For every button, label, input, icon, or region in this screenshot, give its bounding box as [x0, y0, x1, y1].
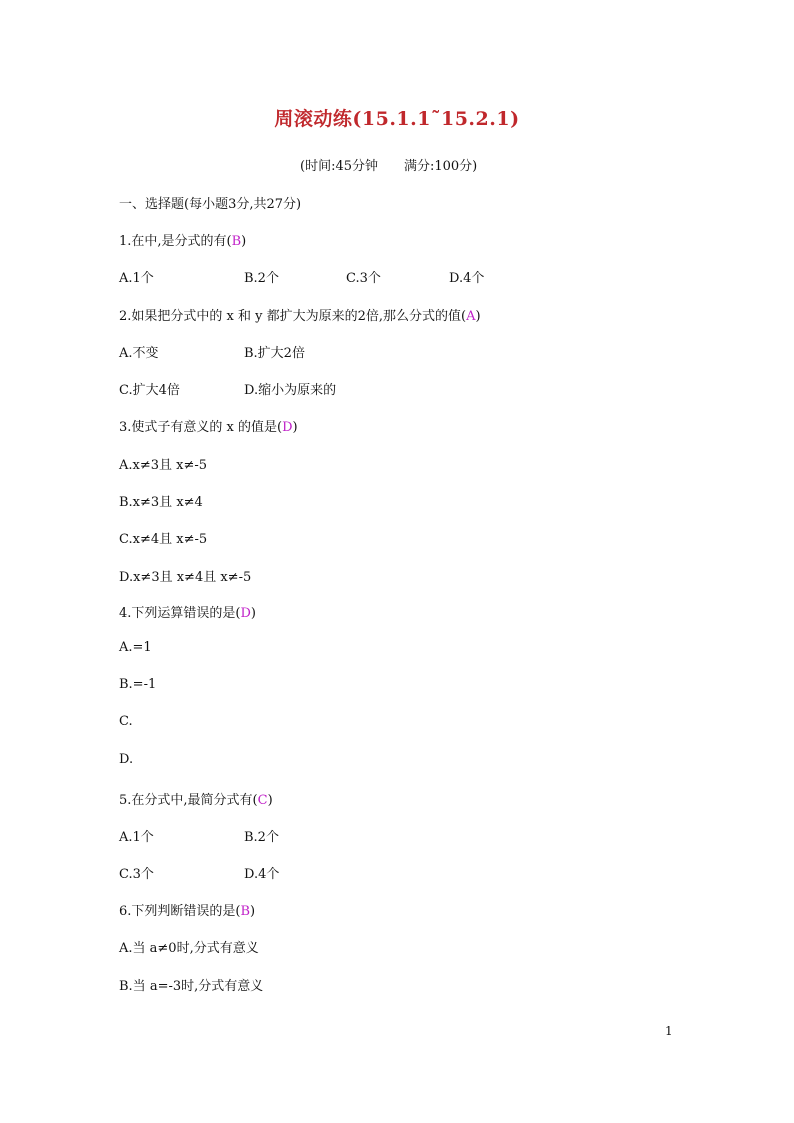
option-d: D.4个: [244, 867, 280, 882]
option-d: D.4个: [449, 271, 485, 286]
question-4: [119, 602, 256, 621]
option-d: D.缩小为原来的: [244, 383, 337, 398]
answer-letter: B: [231, 234, 242, 249]
page-title: 周滚动练(15.1.1˜15.2.1): [274, 108, 520, 130]
option-b: B.扩大2倍: [244, 346, 305, 361]
option-c: C.x≠4且 x≠-5: [119, 532, 208, 547]
option-d: D.: [119, 752, 134, 767]
question-stem: 1.在中,是分式的有(: [119, 234, 232, 249]
question-3: [119, 416, 298, 435]
answer-letter: D: [240, 606, 251, 621]
answer-letter: A: [466, 309, 476, 324]
option-c: C.3个: [119, 867, 154, 882]
question-1: [119, 230, 246, 249]
option-a: A.1个: [119, 271, 154, 286]
option-b: B.2个: [244, 830, 279, 845]
question-close: ): [241, 234, 247, 249]
question-stem: 6.下列判断错误的是(: [119, 904, 241, 919]
question-6: [119, 900, 255, 919]
answer-letter: C: [257, 793, 268, 808]
option-d: D.x≠3且 x≠4且 x≠-5: [119, 570, 252, 585]
question-2: [119, 305, 481, 324]
exam-info: (时间:45分钟 满分:100分): [300, 159, 478, 174]
option-b: B.2个: [244, 271, 279, 286]
option-a: A.当 a≠0时,分式有意义: [119, 941, 259, 956]
option-c: C.: [119, 714, 133, 729]
question-close: ): [250, 606, 256, 621]
option-a: A.1个: [119, 830, 154, 845]
question-stem: 4.下列运算错误的是(: [119, 606, 241, 621]
option-a: A.=1: [119, 640, 152, 655]
section-heading: 一、选择题(每小题3分,共27分): [119, 197, 302, 212]
question-close: ): [475, 309, 481, 324]
page-number: 1: [665, 1024, 673, 1038]
option-a: A.不变: [119, 346, 159, 361]
question-stem: 2.如果把分式中的 x 和 y 都扩大为原来的2倍,那么分式的值(: [119, 309, 467, 324]
option-c: C.扩大4倍: [119, 383, 180, 398]
question-5: [119, 789, 273, 808]
question-stem: 3.使式子有意义的 x 的值是(: [119, 420, 283, 435]
option-a: A.x≠3且 x≠-5: [119, 458, 208, 473]
option-b: B.=-1: [119, 677, 157, 692]
question-close: ): [292, 420, 298, 435]
question-close: ): [250, 904, 256, 919]
answer-letter: D: [282, 420, 293, 435]
answer-letter: B: [240, 904, 251, 919]
option-b: B.当 a=-3时,分式有意义: [119, 979, 264, 994]
option-c: C.3个: [346, 271, 381, 286]
question-close: ): [267, 793, 273, 808]
option-b: B.x≠3且 x≠4: [119, 495, 203, 510]
question-stem: 5.在分式中,最简分式有(: [119, 793, 258, 808]
